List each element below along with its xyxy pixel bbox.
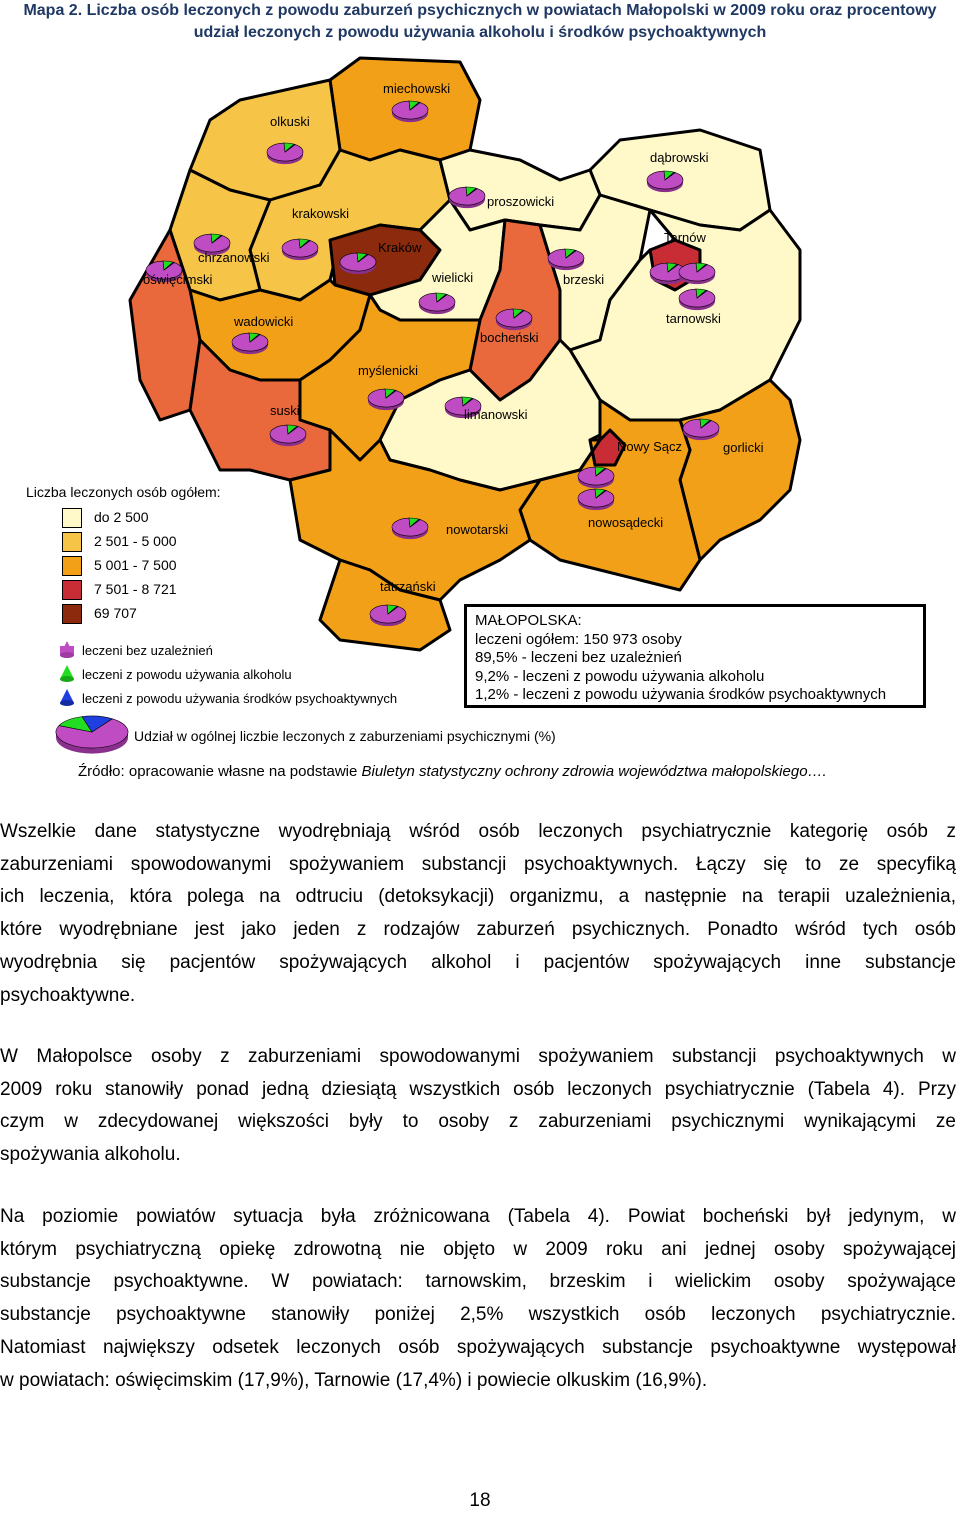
- paragraph-line: substancje psychoaktywne stanowiły poniżej 2,5% wszystkich osób leczonych psychiatrycznie.: [0, 1304, 956, 1326]
- paragraph-line: zaburzeniami spowodowanymi spożywaniem substancji psychoaktywnych. Łączy się to ze specyfiką: [0, 853, 956, 875]
- district-pie: [679, 263, 715, 284]
- legend-type-label: leczeni z powodu używania alkoholu: [82, 667, 292, 682]
- district-label: limanowski: [464, 407, 528, 422]
- district-label: wielicki: [432, 270, 474, 285]
- paragraph-line: ich leczenia, która polega na odtruciu (detoksykacji) organizmu, a następnie na terapii uzależnienia,: [0, 886, 956, 908]
- district-label: tatrzański: [380, 579, 436, 594]
- district-label: tarnowski: [666, 311, 721, 326]
- district-label: gorlicki: [723, 440, 764, 455]
- paragraph-line: Wszelkie dane statystyczne wyodrębniają wśród osób leczonych psychiatrycznie kategorię osób z: [0, 821, 956, 842]
- district-pie: [392, 101, 428, 122]
- paragraph-line: 2009 roku stanowiły ponad jedną dziesiątą wszystkich osób leczonych psychiatrycznie (Tabela 4). Przy: [0, 1078, 956, 1100]
- district-pie: [679, 289, 715, 310]
- legend-swatch: [62, 532, 82, 552]
- district-pie: [368, 389, 404, 410]
- district-label: proszowicki: [487, 194, 555, 209]
- district-label: brzeski: [563, 272, 605, 287]
- paragraph-line: wyodrębnia się pacjentów spożywających alkohol i pacjentów spożywających inne substancje: [0, 951, 956, 973]
- district-pie: [267, 143, 303, 164]
- legend-title: Liczba leczonych osób ogółem:: [26, 484, 221, 500]
- legend-type-label: leczeni bez uzależnień: [82, 643, 213, 658]
- district-pie: [270, 425, 306, 446]
- district-pie: [496, 309, 532, 330]
- caption-line-2: udział leczonych z powodu używania alkoholu i środków psychoaktywnych: [193, 24, 767, 41]
- source-note: [78, 763, 827, 780]
- paragraph-line: którym psychiatryczną opiekę zdrowotną nie objęto w 2009 roku ani jednej osoby spożywającej: [0, 1238, 956, 1260]
- pie-share-note: Udział w ogólnej liczbie leczonych z zaburzeniami psychicznymi (%): [134, 728, 556, 744]
- summary-line-2: leczeni ogółem: 150 973 osoby: [475, 630, 682, 648]
- source-prefix: Źródło: opracowanie własne na podstawie: [78, 763, 362, 780]
- district-label: dąbrowski: [650, 150, 709, 165]
- district-pie: [647, 171, 683, 192]
- summary-line-3: 89,5% - leczeni bez uzależnień: [475, 649, 682, 666]
- legend-class-label: 5 001 - 7 500: [94, 557, 177, 573]
- summary-line-1: MAŁOPOLSKA:: [475, 612, 582, 629]
- district-label: Nowy Sącz: [617, 439, 683, 454]
- district-pie: [370, 605, 406, 626]
- district-label: wadowicki: [234, 314, 294, 329]
- paragraph-line: czym w zdecydowanej większości były to osoby z zaburzeniami psychicznymi wynikającymi ze: [0, 1111, 956, 1133]
- district-label: Tarnów: [664, 230, 706, 245]
- district-label: nowosądecki: [588, 515, 664, 530]
- legend-type-label: leczeni z powodu używania środków psychoaktywnych: [82, 691, 398, 706]
- legend-class-label: 69 707: [94, 605, 137, 621]
- legend-swatch: [62, 580, 82, 600]
- legend-swatch: [62, 556, 82, 576]
- paragraph-line: Natomiast największy odsetek leczonych osób spożywających substancje psychoaktywne występował: [0, 1336, 956, 1358]
- district-pie: [683, 419, 719, 440]
- paragraph-line: które wyodrębniane jest jako jeden z rodzajów zaburzeń psychicznych. Ponadto wśród tych osób: [0, 919, 956, 941]
- summary-line-5: 1,2% - leczeni z powodu używania środków psychoaktywnych: [475, 686, 887, 703]
- paragraph-line: spożywania alkoholu.: [0, 1144, 181, 1166]
- source-title: Biuletyn statystyczny ochrony zdrowia województwa małopolskiego….: [361, 763, 827, 780]
- legend-swatch: [62, 604, 82, 624]
- district-pie: [578, 489, 614, 510]
- paragraph-line: Na poziomie powiatów sytuacja była zróżnicowana (Tabela 4). Powiat bocheński był jedynym, w: [0, 1206, 956, 1227]
- cylinder-icon: [58, 641, 76, 659]
- district-pie: [282, 239, 318, 260]
- district-label: olkuski: [270, 114, 310, 129]
- district-label: nowotarski: [446, 522, 509, 537]
- district-pie: [232, 333, 268, 354]
- paragraph-3: [0, 1201, 956, 1397]
- paragraph-line: psychoaktywne.: [0, 984, 136, 1006]
- district-pie: [548, 249, 584, 270]
- district-pie: [392, 518, 428, 539]
- district-pie: [449, 187, 485, 208]
- district-label: oświęcimski: [143, 272, 213, 287]
- page-number: 18: [469, 1490, 491, 1511]
- caption-line-1: Mapa 2. Liczba osób leczonych z powodu zaburzeń psychicznych w powiatach Małopolski w 2009 roku oraz procentowy: [23, 2, 937, 19]
- district-pie: [419, 293, 455, 314]
- district-label: Kraków: [378, 240, 422, 255]
- malopolska-summary-box: [464, 604, 926, 708]
- district-label: suski: [270, 403, 300, 418]
- district-label: myślenicki: [358, 363, 418, 378]
- legend-class-label: 2 501 - 5 000: [94, 533, 177, 549]
- summary-line-4: 9,2% - leczeni z powodu używania alkoholu: [475, 667, 765, 685]
- district-pie: [340, 253, 376, 274]
- cylinder-icon: [58, 689, 76, 707]
- paragraph-2: [0, 1041, 956, 1172]
- district-label: chrzanowski: [198, 250, 270, 265]
- paragraph-line: w powiatach: oświęcimskim (17,9%), Tarnowie (17,4%) i powiecie olkuskim (16,9%).: [0, 1369, 708, 1391]
- legend-swatch: [62, 508, 82, 528]
- paragraph-line: W Małopolsce osoby z zaburzeniami spowodowanymi spożywaniem substancji psychoaktywnych w: [0, 1046, 956, 1067]
- district-label: miechowski: [383, 81, 451, 96]
- district-label: bocheński: [480, 330, 539, 345]
- paragraph-1: [0, 816, 956, 1012]
- paragraph-line: substancje psychoaktywne. W powiatach: tarnowskim, brzeskim i wielickim osoby spożywające: [0, 1271, 956, 1293]
- district-label: krakowski: [292, 206, 350, 221]
- legend-class-label: do 2 500: [94, 509, 149, 525]
- legend-pie: [52, 710, 132, 760]
- cylinder-icon: [58, 665, 76, 683]
- legend-class-label: 7 501 - 8 721: [94, 581, 177, 597]
- district-pie: [578, 467, 614, 488]
